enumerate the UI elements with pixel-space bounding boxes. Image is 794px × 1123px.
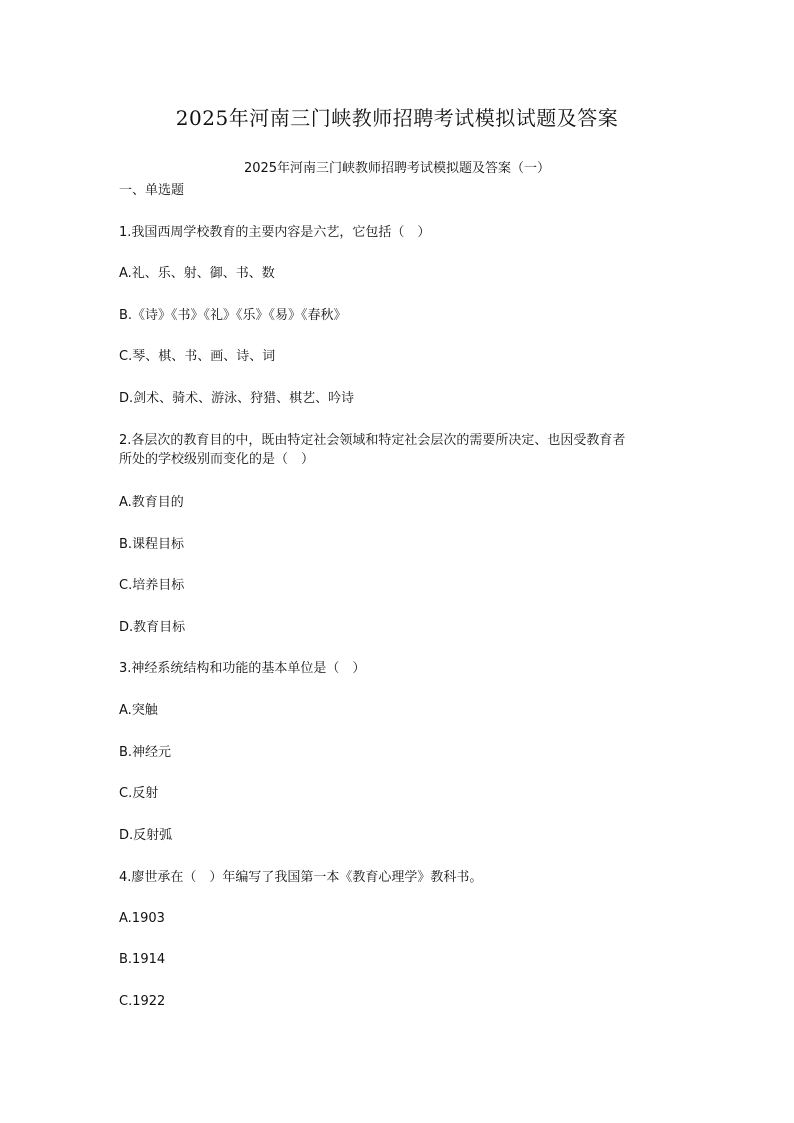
question-2-option-c: C.培养目标 xyxy=(119,578,185,593)
question-4-option-a: A.1903 xyxy=(119,911,165,926)
question-2-option-b: B.课程目标 xyxy=(119,537,185,552)
question-1-option-b: B.《诗》《书》《礼》《乐》《易》《春秋》 xyxy=(119,308,347,323)
question-1-stem: 1.我国西周学校教育的主要内容是六艺，它包括（ ） xyxy=(119,225,431,240)
question-3-stem: 3.神经系统结构和功能的基本单位是（ ） xyxy=(119,661,366,676)
question-3-option-c: C.反射 xyxy=(119,786,159,801)
question-1-option-c: C.琴、棋、书、画、诗、词 xyxy=(119,349,276,364)
section-heading: 一、单选题 xyxy=(119,183,185,198)
question-2-stem-line1: 2.各层次的教育目的中，既由特定社会领域和特定社会层次的需要所决定、也因受教育者 xyxy=(119,433,626,448)
question-4-option-b: B.1914 xyxy=(119,952,166,967)
question-3-option-a: A.突触 xyxy=(119,703,158,718)
question-3-option-d: D.反射弧 xyxy=(119,828,173,843)
question-4-option-c: C.1922 xyxy=(119,994,166,1009)
question-1-option-a: A.礼、乐、射、御、书、数 xyxy=(119,266,275,281)
question-1-option-d: D.剑术、骑术、游泳、狩猎、棋艺、吟诗 xyxy=(119,391,355,406)
question-2-option-a: A.教育目的 xyxy=(119,495,184,510)
document-subtitle: 2025年河南三门峡教师招聘考试模拟题及答案（一） xyxy=(243,161,551,176)
question-2-stem-line2: 所处的学校级别而变化的是（ ） xyxy=(119,452,315,467)
question-3-option-b: B.神经元 xyxy=(119,745,172,760)
document-title: 2025年河南三门峡教师招聘考试模拟试题及答案 xyxy=(175,106,619,130)
question-4-stem: 4.廖世承在（ ）年编写了我国第一本《教育心理学》教科书。 xyxy=(119,870,483,885)
question-2-option-d: D.教育目标 xyxy=(119,620,186,635)
